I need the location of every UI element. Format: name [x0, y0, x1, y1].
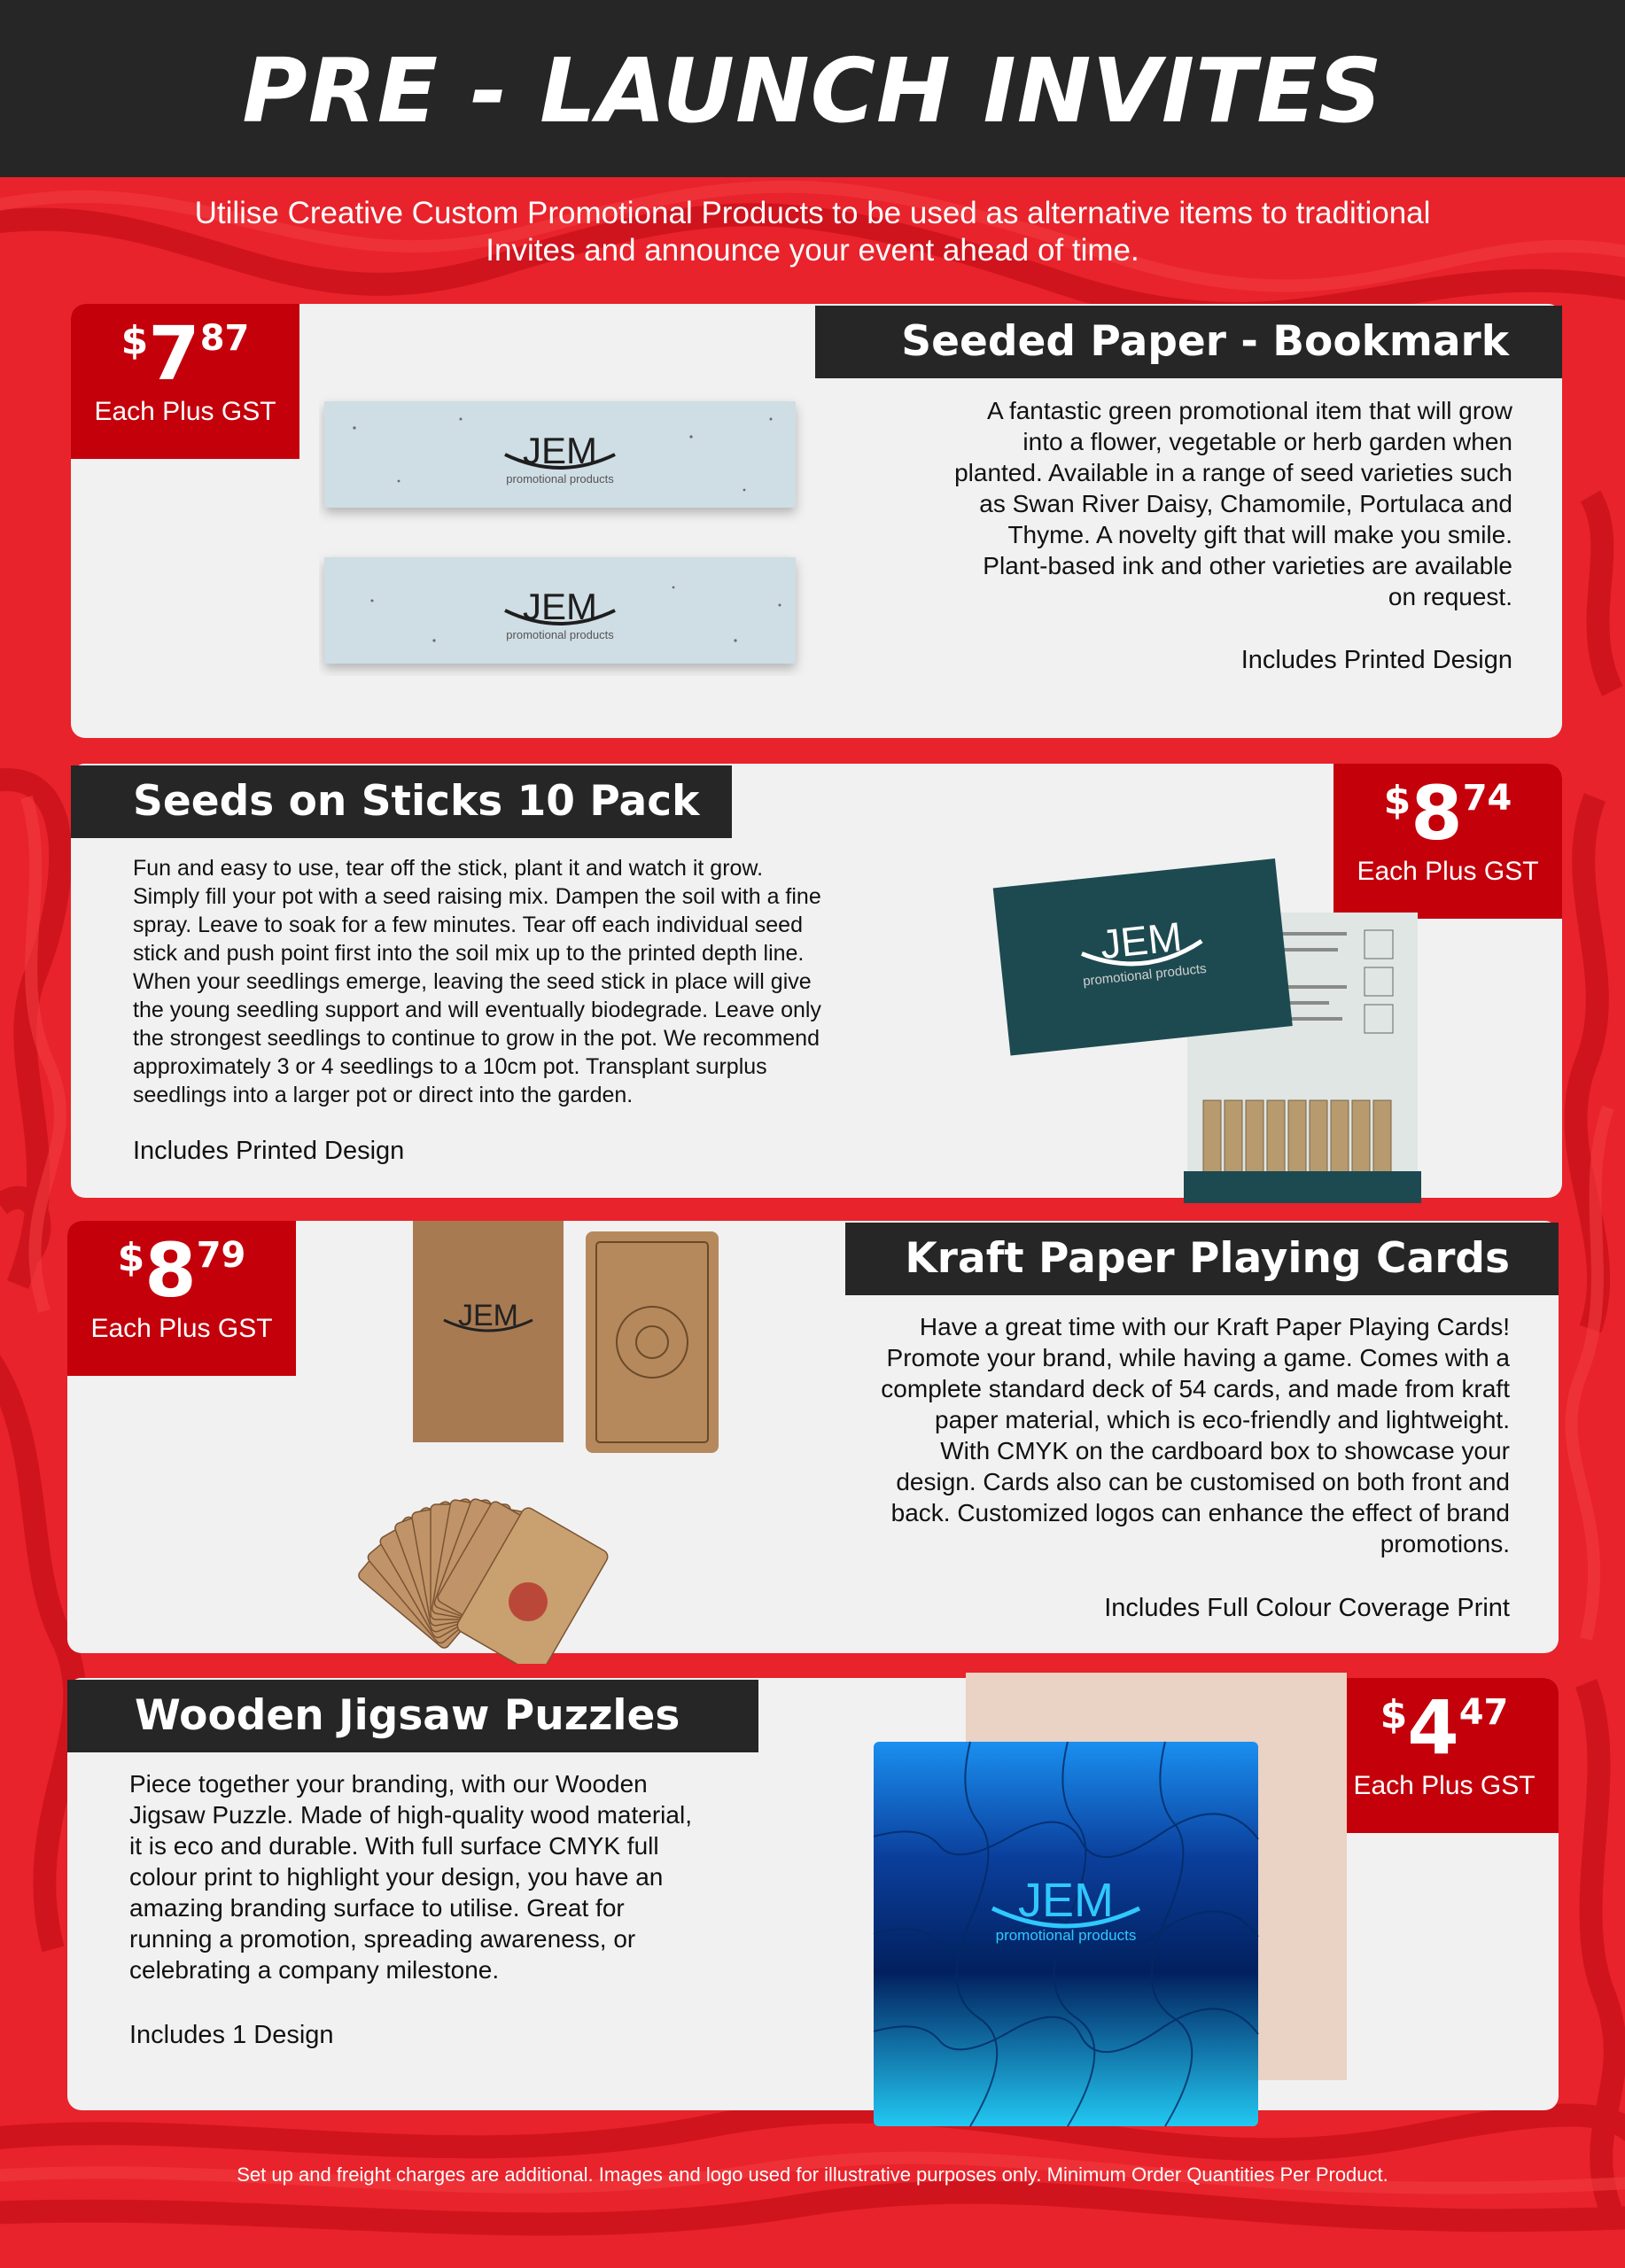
svg-text:JEM: JEM	[523, 430, 597, 471]
price-badge	[71, 304, 299, 459]
price-note: Each Plus GST	[1357, 857, 1539, 886]
product-card-jigsaw	[67, 1678, 1559, 2110]
product-title: Kraft Paper Playing Cards	[845, 1223, 1559, 1295]
product-description: Piece together your branding, with our Wooden Jigsaw Puzzle. Made of high-quality wood material, it is eco and durable. With full surface CMYK full colour print to highlight your design, you have an amazing branding surface to utilise. Great for running a promotion, spreading awareness, or celebrating a company milestone.	[129, 1770, 692, 1984]
product-includes: Includes 1 Design	[129, 2021, 334, 2049]
product-includes: Includes Printed Design	[133, 1137, 405, 1165]
product-card-bookmark	[71, 304, 1562, 738]
product-title: Seeds on Sticks 10 Pack	[71, 765, 732, 838]
page-subtitle: Utilise Creative Custom Promotional Products to be used as alternative items to traditional Invites and announce your event ahead of time.	[194, 196, 1431, 268]
svg-text:promotional products: promotional products	[506, 472, 614, 485]
price-badge	[67, 1221, 296, 1376]
product-description: Have a great time with our Kraft Paper Playing Cards! Promote your brand, while having a game. Comes with a complete standard deck of 54 cards, and made from kraft paper material, which is eco-friendly and lightweight. With CMYK on the cardboard box to showcase your design. Cards also can be customised on both front and back. Customized logos can enhance the effect of brand promotions.	[881, 1313, 1510, 1557]
svg-text:JEM: JEM	[1018, 1874, 1114, 1927]
svg-text:promotional products: promotional products	[995, 1927, 1137, 1944]
price-amount: $874	[1383, 770, 1512, 857]
product-card-playing-cards	[67, 1221, 1559, 1653]
svg-text:JEM: JEM	[1098, 913, 1185, 968]
svg-text:JEM: JEM	[458, 1299, 518, 1332]
product-card-seed-sticks	[71, 764, 1562, 1198]
product-title: Wooden Jigsaw Puzzles	[67, 1680, 758, 1752]
price-amount: $879	[117, 1227, 246, 1314]
playing-cards-image	[333, 1203, 758, 1664]
svg-text:promotional products: promotional products	[1082, 960, 1208, 990]
footer-disclaimer: Set up and freight charges are additional. Images and logo used for illustrative purposes only. Minimum Order Quantities Per Product.	[237, 2163, 1388, 2186]
bookmark-image	[319, 384, 886, 676]
product-title: Seeded Paper - Bookmark	[815, 306, 1562, 378]
price-amount: $787	[121, 310, 250, 397]
page-title: PRE - LAUNCH INVITES	[242, 39, 1383, 143]
jigsaw-puzzle-image	[868, 1673, 1365, 2133]
price-note: Each Plus GST	[1353, 1771, 1536, 1800]
price-note: Each Plus GST	[90, 1314, 273, 1343]
svg-text:JEM: JEM	[523, 586, 597, 627]
product-description: Fun and easy to use, tear off the stick, plant it and watch it grow. Simply fill your pot with a seed raising mix. Dampen the soil with a fine spray. Leave to soak for a few minutes. Tear off each individual seed stick and push point first into the soil mix up to the printed depth line. When your seedlings emerge, leaving the seed stick in place will give the young seedling support and will eventually biodegrade. Leave only the strongest seedlings to continue to grow in the pot. We recommend approximately 3 or 4 seedlings to a 10cm pot. Transplant surplus seedlings into a larger pot or direct into the garden.	[133, 856, 821, 1107]
seed-sticks-image	[992, 835, 1489, 1207]
price-note: Each Plus GST	[94, 397, 276, 426]
product-description: A fantastic green promotional item that will grow into a flower, vegetable or herb garden when planted. Available in a range of seed varieties such as Swan River Daisy, Chamomile, Portulaca and Thyme. A novelty gift that will make you smile. Plant-based ink and other varieties are available on request.	[954, 397, 1512, 610]
product-includes: Includes Full Colour Coverage Print	[1104, 1594, 1510, 1622]
price-amount: $447	[1380, 1684, 1509, 1771]
product-includes: Includes Printed Design	[1240, 646, 1512, 674]
svg-text:promotional products: promotional products	[506, 628, 614, 641]
